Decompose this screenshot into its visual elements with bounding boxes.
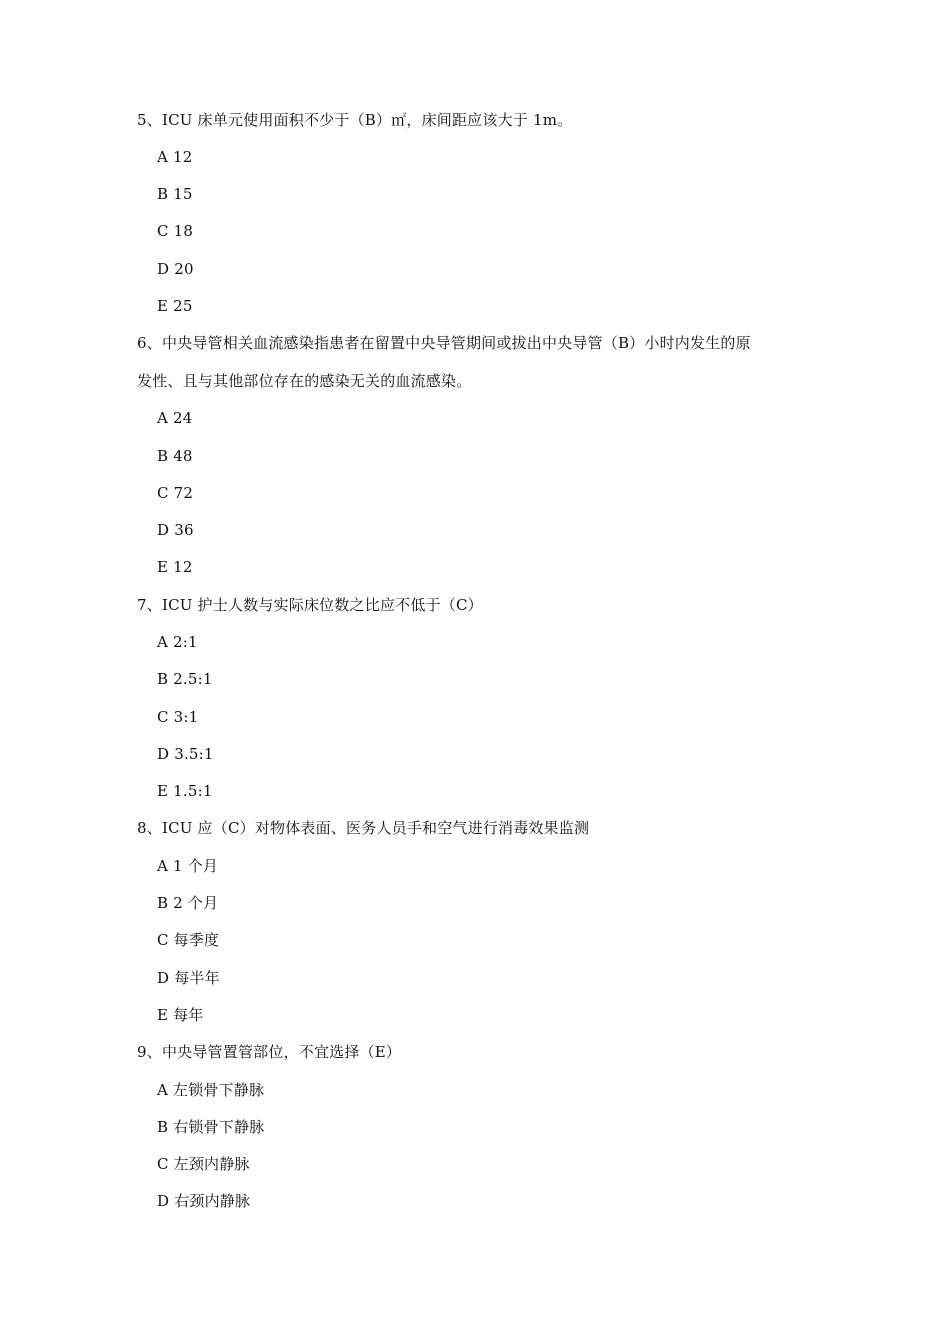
option-d: D 20 (157, 260, 194, 278)
option-a: A 左锁骨下静脉 (157, 1081, 265, 1099)
option-c: C 左颈内静脉 (157, 1155, 250, 1173)
option-e: E 12 (157, 558, 193, 576)
option-d: D 每半年 (157, 969, 220, 987)
option-d: D 右颈内静脉 (157, 1192, 251, 1210)
option-d: D 36 (157, 521, 194, 539)
question-stem: 9、中央导管置管部位，不宜选择（E） (137, 1043, 402, 1061)
option-c: C 每季度 (157, 931, 220, 949)
option-e: E 每年 (157, 1006, 204, 1024)
option-b: B 15 (157, 185, 193, 203)
option-b: B 右锁骨下静脉 (157, 1118, 265, 1136)
option-b: B 2.5:1 (157, 670, 213, 688)
question-stem-continued: 发性、且与其他部位存在的感染无关的血流感染。 (137, 372, 472, 390)
option-d: D 3.5:1 (157, 745, 214, 763)
option-a: A 2:1 (157, 633, 198, 651)
option-b: B 48 (157, 447, 193, 465)
option-c: C 72 (157, 484, 194, 502)
option-a: A 1 个月 (157, 857, 219, 875)
question-stem: 5、ICU 床单元使用面积不少于（B）㎡，床间距应该大于 1m。 (137, 111, 573, 129)
question-stem: 8、ICU 应（C）对物体表面、医务人员手和空气进行消毒效果监测 (137, 819, 590, 837)
option-b: B 2 个月 (157, 894, 219, 912)
option-c: C 3:1 (157, 708, 199, 726)
option-a: A 12 (157, 148, 193, 166)
question-stem: 7、ICU 护士人数与实际床位数之比应不低于（C） (137, 596, 483, 614)
option-a: A 24 (157, 409, 193, 427)
option-e: E 25 (157, 297, 193, 315)
option-e: E 1.5:1 (157, 782, 213, 800)
option-c: C 18 (157, 222, 194, 240)
question-stem: 6、中央导管相关血流感染指患者在留置中央导管期间或拔出中央导管（B）小时内发生的原 (137, 334, 751, 352)
